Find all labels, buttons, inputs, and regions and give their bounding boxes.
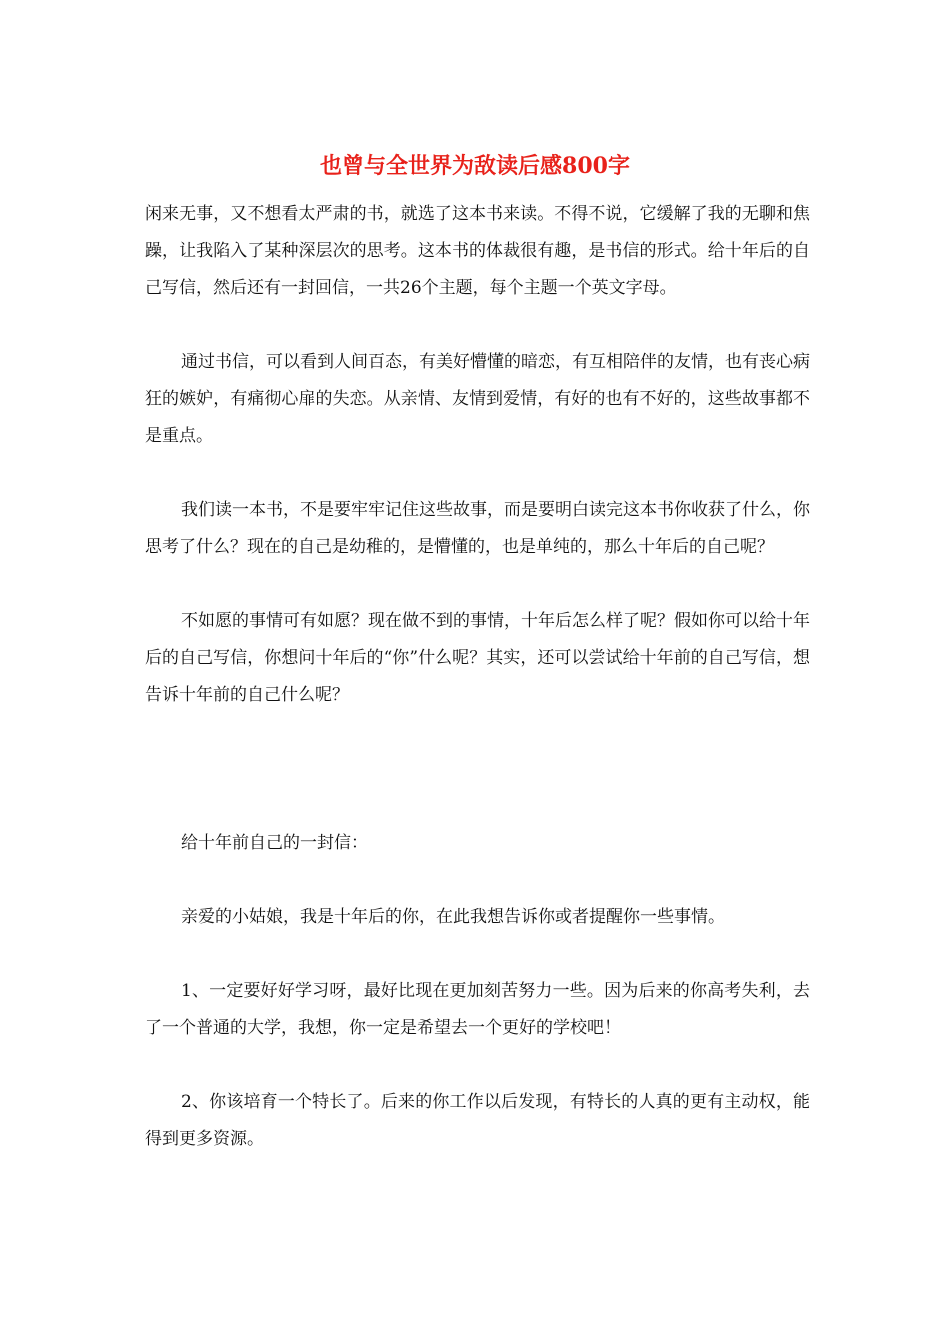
document-title: 也曾与全世界为敌读后感800字 bbox=[320, 153, 630, 179]
paragraph-item-2: 2、你该培育一个特长了。后来的你工作以后发现，有特长的人真的更有主动权，能得到更多资源。 bbox=[145, 1092, 810, 1149]
paragraph-wishes: 不如愿的事情可有如愿？现在做不到的事情，十年后怎么样了呢？假如你可以给十年后的自己写信，你想问十年后的“你”什么呢？其实，还可以尝试给十年前的自己写信，想告诉十年前的自己什么呢？ bbox=[145, 611, 810, 705]
paragraph-greeting: 亲爱的小姑娘，我是十年后的你，在此我想告诉你或者提醒你一些事情。 bbox=[181, 907, 725, 927]
paragraph-letter-heading: 给十年前自己的一封信： bbox=[181, 833, 368, 853]
paragraph-letters: 通过书信，可以看到人间百态，有美好懵懂的暗恋，有互相陪伴的友情，也有丧心病狂的嫉妒，有痛彻心扉的失恋。从亲情、友情到爱情，有好的也有不好的，这些故事都不是重点。 bbox=[145, 352, 810, 446]
paragraph-reading: 我们读一本书，不是要牢牢记住这些故事，而是要明白读完这本书你收获了什么，你思考了什么？现在的自己是幼稚的，是懵懂的，也是单纯的，那么十年后的自己呢？ bbox=[145, 500, 810, 557]
paragraph-intro: 闲来无事，又不想看太严肃的书，就选了这本书来读。不得不说，它缓解了我的无聊和焦躁，让我陷入了某种深层次的思考。这本书的体裁很有趣，是书信的形式。给十年后的自己写信，然后还有一封回信，一共26个主题，每个主题一个英文字母。 bbox=[145, 204, 810, 298]
document-body bbox=[145, 196, 810, 1158]
paragraph-item-1: 1、一定要好好学习呀，最好比现在更加刻苦努力一些。因为后来的你高考失利，去了一个普通的大学，我想，你一定是希望去一个更好的学校吧！ bbox=[145, 981, 810, 1038]
